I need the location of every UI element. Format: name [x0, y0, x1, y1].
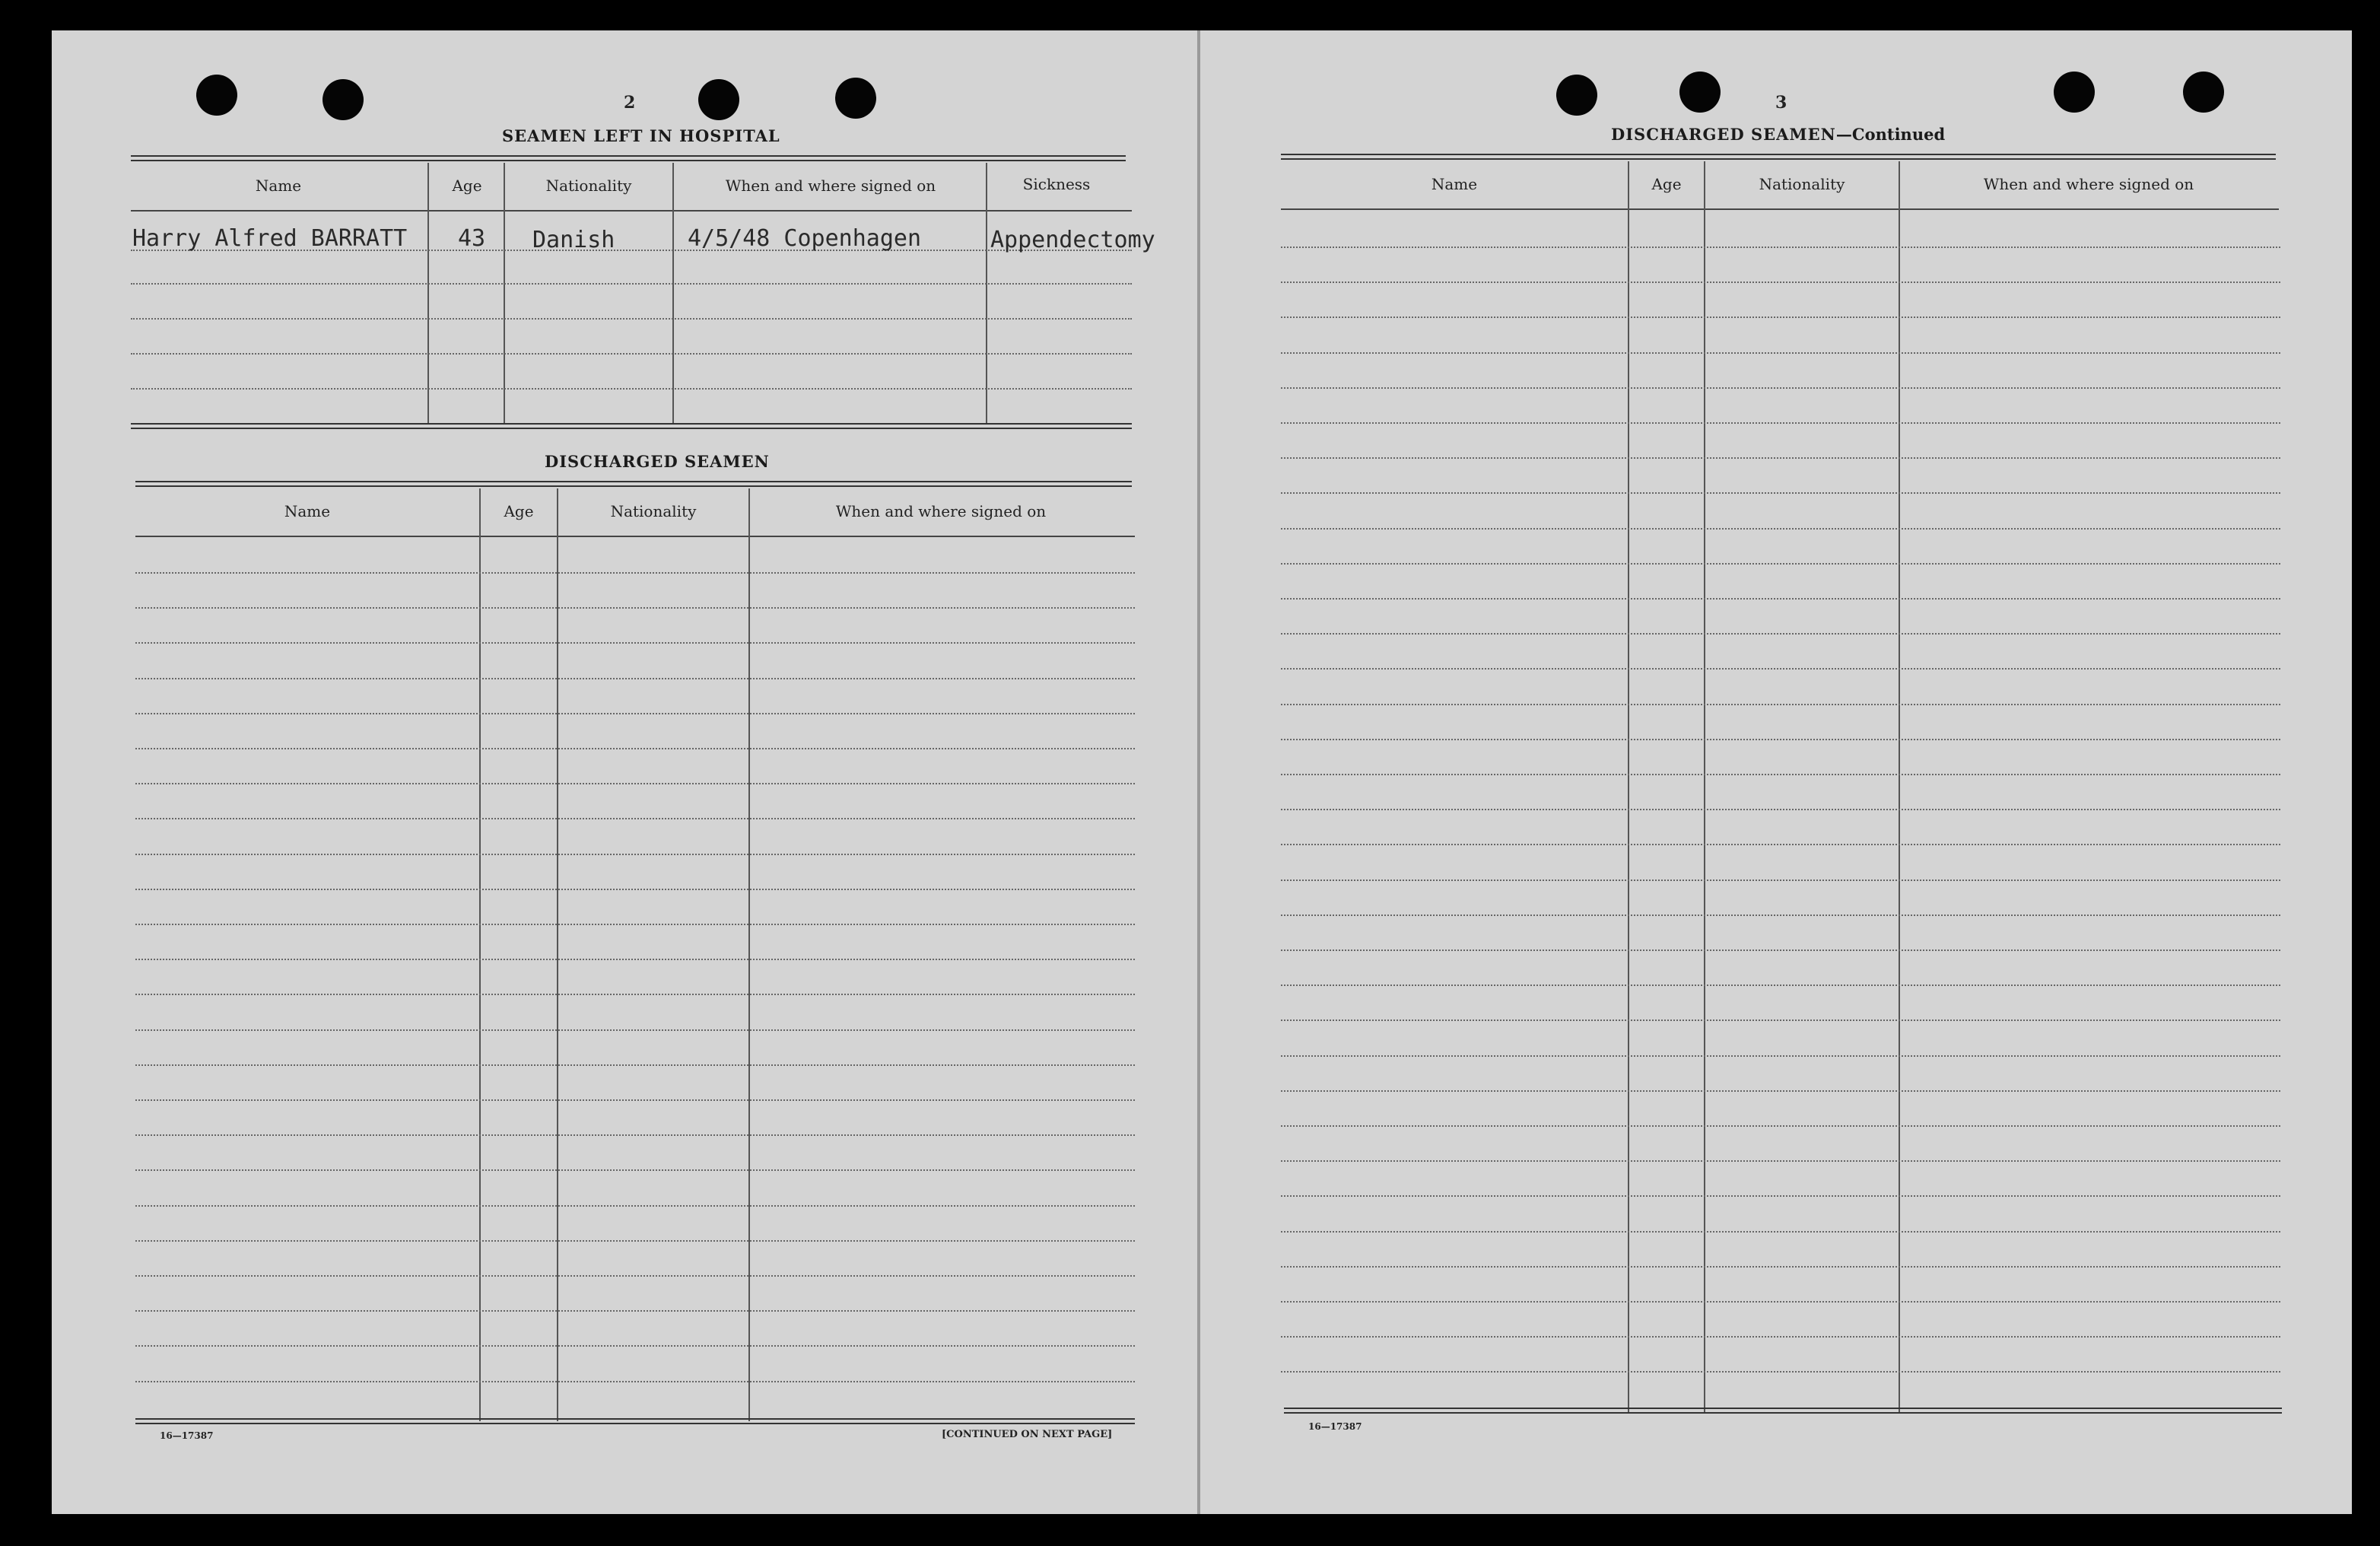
row-line — [1281, 668, 2280, 670]
col-head-signed-on: When and where signed on — [835, 502, 1047, 520]
row-line — [135, 642, 1135, 644]
row-line — [1281, 704, 2280, 705]
row-line — [135, 959, 1135, 960]
row-line — [1281, 457, 2280, 459]
row-line — [135, 1099, 1135, 1101]
seaman-nationality: Danish — [532, 227, 615, 253]
header-rule — [1281, 208, 2279, 210]
row-line — [1281, 915, 2280, 916]
col-head-sickness: Sickness — [1022, 175, 1091, 193]
col-head-signed-on: When and where signed on — [1983, 175, 2194, 193]
row-line — [1281, 282, 2280, 283]
punch-hole — [323, 79, 364, 120]
right-page — [1200, 30, 2352, 1514]
column-divider — [427, 163, 429, 425]
form-number: 16—17387 — [160, 1430, 214, 1441]
row-line — [1281, 387, 2280, 389]
row-line — [135, 1275, 1135, 1277]
continued-note: [CONTINUED ON NEXT PAGE] — [942, 1429, 1113, 1440]
column-divider — [748, 488, 750, 1421]
seaman-name: Harry Alfred BARRATT — [132, 225, 408, 252]
table-bottom-rule — [135, 1418, 1135, 1424]
header-rule — [131, 210, 1132, 212]
page-fold — [1197, 30, 1200, 1514]
row-line — [131, 283, 1132, 285]
row-line — [1281, 563, 2280, 565]
row-line — [1281, 1301, 2280, 1303]
row-line — [1281, 1266, 2280, 1268]
row-line — [135, 924, 1135, 925]
row-line — [1281, 1125, 2280, 1127]
punch-hole — [698, 79, 739, 120]
row-line — [1281, 774, 2280, 775]
column-divider — [557, 488, 558, 1421]
discharged-continued-title — [1611, 125, 1945, 144]
column-divider — [504, 163, 505, 425]
column-divider — [479, 488, 481, 1421]
row-line — [1281, 1055, 2280, 1057]
row-line — [1281, 880, 2280, 881]
punch-hole — [2054, 72, 2095, 113]
punch-hole — [196, 75, 237, 116]
row-line — [135, 607, 1135, 609]
row-line — [135, 713, 1135, 714]
discharged-section-title: DISCHARGED SEAMEN — [545, 452, 770, 471]
row-line — [135, 572, 1135, 574]
col-head-name: Name — [284, 502, 331, 520]
row-line — [1281, 1231, 2280, 1233]
row-line — [1281, 844, 2280, 845]
row-line — [1281, 1336, 2280, 1338]
col-head-age: Age — [504, 502, 534, 520]
header-rule — [135, 536, 1135, 537]
punch-hole — [2183, 72, 2224, 113]
seaman-age: 43 — [458, 225, 486, 252]
row-line — [131, 353, 1132, 355]
row-line — [135, 854, 1135, 855]
row-line — [1281, 352, 2280, 354]
seaman-sickness: Appendectomy — [990, 227, 1155, 253]
row-line — [1281, 1020, 2280, 1021]
col-head-age: Age — [452, 177, 482, 195]
row-line — [135, 748, 1135, 749]
form-number: 16—17387 — [1308, 1421, 1362, 1432]
row-line — [1281, 633, 2280, 635]
row-line — [1281, 598, 2280, 600]
col-head-nationality: Nationality — [610, 502, 697, 520]
row-line — [1281, 1160, 2280, 1162]
row-line — [1281, 247, 2280, 248]
page-number: 2 — [624, 93, 636, 113]
column-divider — [986, 163, 987, 425]
row-line — [131, 388, 1132, 390]
column-divider — [1628, 161, 1629, 1414]
row-line — [135, 818, 1135, 819]
row-line — [135, 1064, 1135, 1066]
row-line — [135, 1345, 1135, 1347]
row-line — [1281, 1090, 2280, 1092]
section-rule — [135, 481, 1132, 487]
section-title-suffix: —Continued — [1835, 125, 1946, 144]
section-rule — [131, 155, 1126, 161]
row-line — [1281, 1371, 2280, 1373]
col-head-name: Name — [255, 177, 302, 195]
col-head-age: Age — [1651, 175, 1682, 193]
column-divider — [1704, 161, 1705, 1414]
row-line — [1281, 317, 2280, 318]
row-line — [135, 1134, 1135, 1136]
section-rule — [1281, 154, 2276, 160]
row-line — [1281, 950, 2280, 951]
page-number: 3 — [1775, 93, 1787, 113]
punch-hole — [1556, 75, 1597, 116]
row-line — [135, 783, 1135, 784]
table-bottom-rule — [131, 423, 1132, 429]
punch-hole — [835, 78, 876, 119]
column-divider — [672, 163, 674, 425]
row-line — [135, 1029, 1135, 1031]
punch-hole — [1679, 72, 1721, 113]
row-line — [135, 889, 1135, 890]
table-bottom-rule — [1284, 1408, 2282, 1414]
row-line — [1281, 422, 2280, 424]
row-line — [135, 1310, 1135, 1312]
hospital-section-title: SEAMEN LEFT IN HOSPITAL — [502, 126, 780, 145]
row-line — [1281, 809, 2280, 810]
row-line — [135, 678, 1135, 679]
row-line — [131, 318, 1132, 320]
col-head-signed-on: When and where signed on — [725, 177, 936, 195]
row-line — [1281, 492, 2280, 494]
row-line — [135, 1240, 1135, 1242]
row-line — [135, 1205, 1135, 1207]
row-line — [1281, 985, 2280, 986]
row-line — [135, 1169, 1135, 1171]
col-head-nationality: Nationality — [1759, 175, 1845, 193]
seaman-signed-on: 4/5/48 Copenhagen — [688, 225, 922, 252]
section-title-text: DISCHARGED SEAMEN — [1611, 125, 1836, 144]
col-head-name: Name — [1431, 175, 1478, 193]
column-divider — [1899, 161, 1900, 1414]
row-line — [1281, 1195, 2280, 1197]
col-head-nationality: Nationality — [545, 177, 632, 195]
row-line — [135, 1381, 1135, 1382]
row-line — [1281, 528, 2280, 530]
row-line — [135, 994, 1135, 995]
row-line — [1281, 739, 2280, 740]
